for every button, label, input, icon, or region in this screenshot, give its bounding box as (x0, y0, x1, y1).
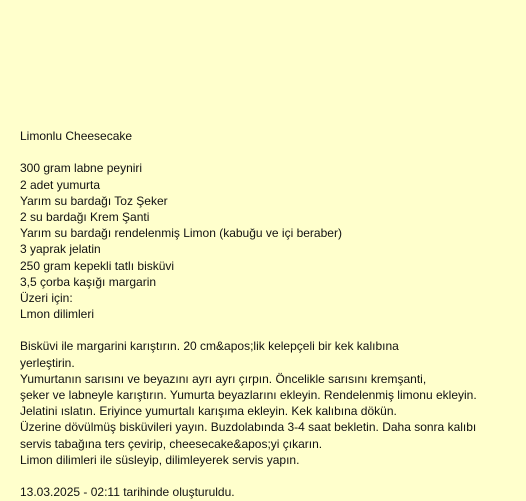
topping-heading: Üzeri için: (20, 290, 73, 305)
ingredient-item: Yarım su bardağı rendelenmiş Limon (kabuğu ve içi beraber) (20, 226, 342, 241)
created-timestamp: 13.03.2025 - 02:11 tarihinde oluşturuldu. (20, 485, 235, 500)
ingredient-item: Yarım su bardağı Toz Şeker (20, 193, 168, 208)
ingredient-item: Lmon dilimleri (20, 307, 95, 322)
recipe-document (20, 128, 515, 500)
instruction-line: Üzerine dövülmüş bisküvileri yayın. Buzdolabında 3-4 saat bekletin. Daha sonra kalıbı (20, 420, 477, 435)
instruction-line: yerleştirin. (20, 355, 75, 370)
ingredient-item: 250 gram kepekli tatlı bisküvi (20, 258, 175, 273)
ingredient-item: 300 gram labne peyniri (20, 161, 143, 176)
ingredient-item: 3,5 çorba kaşığı margarin (20, 274, 157, 289)
ingredient-list (20, 160, 515, 322)
ingredient-item: 3 yaprak jelatin (20, 242, 101, 257)
ingredient-item: 2 su bardağı Krem Şanti (20, 209, 150, 224)
instruction-line: şeker ve labneyle karıştırın. Yumurta beyazlarını ekleyin. Rendelenmiş limonu ekleyin. (20, 388, 477, 402)
instruction-line: Limon dilimleri ile süsleyip, dilimleyerek servis yapın. (20, 452, 300, 467)
instruction-line: Yumurtanın sarısını ve beyazını ayrı ayrı çırpın. Öncelikle sarısını kremşanti, (20, 371, 427, 386)
instructions-block (20, 338, 515, 468)
recipe-title: Limonlu Cheesecake (20, 129, 133, 143)
instruction-line: Bisküvi ile margarini karıştırın. 20 cm&apos;lik kelepçeli bir kek kalıbına (20, 339, 399, 354)
instruction-line: servis tabağına ters çevirip, cheesecake&apos;yi çıkarın. (20, 436, 323, 451)
spacer (20, 468, 515, 484)
instruction-line: Jelatini ıslatın. Eriyince yumurtalı karışıma ekleyin. Kek kalıbına dökün. (20, 404, 397, 419)
spacer (20, 144, 515, 160)
ingredient-item: 2 adet yumurta (20, 177, 101, 192)
spacer (20, 322, 515, 338)
